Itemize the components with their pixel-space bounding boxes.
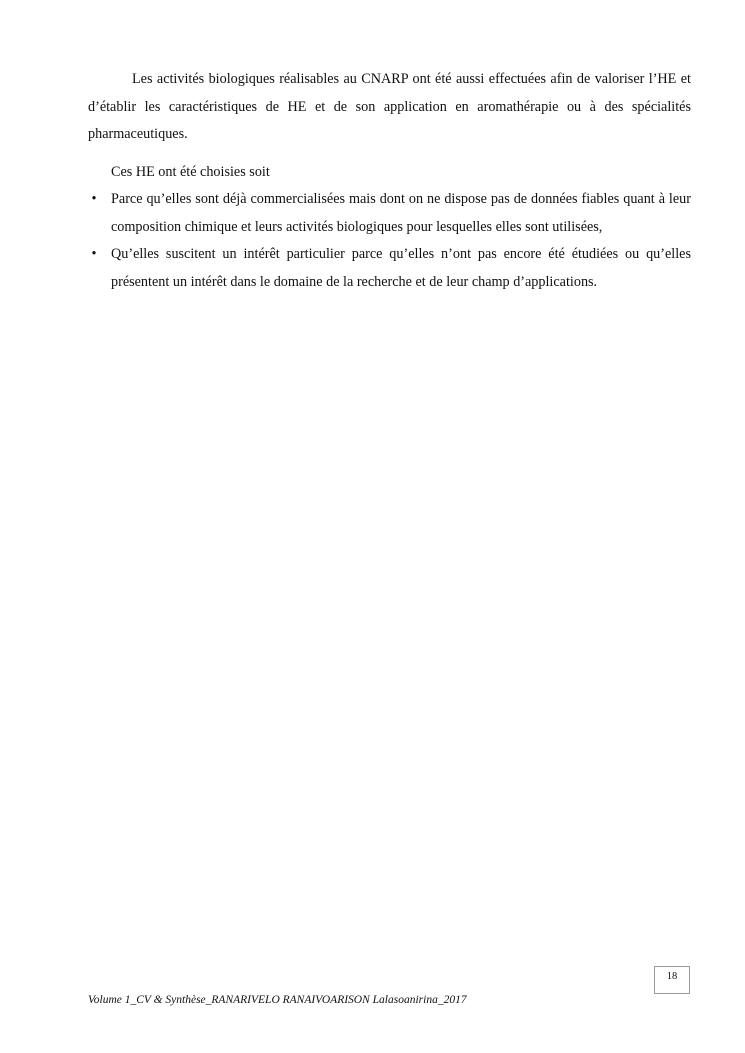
list-item-text: Parce qu’elles sont déjà commercialisées mais dont on ne dispose pas de données fiables quant à leur composition chimique et leurs activités biologiques pour lesquelles elles sont utilisées,	[111, 191, 691, 235]
page-number: 18	[666, 971, 678, 982]
list-item	[88, 186, 691, 241]
list-item	[88, 241, 691, 296]
list-intro: Ces HE ont été choisies soit	[111, 163, 270, 180]
document-body	[88, 66, 691, 296]
bullet-icon: •	[91, 246, 97, 262]
page-footer: Volume 1_CV & Synthèse_RANARIVELO RANAIVOARISON Lalasoanirina_2017	[88, 994, 467, 1006]
list-item-text: Qu’elles suscitent un intérêt particulier parce qu’elles n’ont pas encore été étudiées ou qu’elles présentent un intérêt dans le domaine de la recherche et de leur champ d’applications.	[111, 246, 691, 290]
page-number-box	[654, 966, 690, 994]
bullet-list	[88, 186, 691, 296]
body-paragraph: Les activités biologiques réalisables au CNARP ont été aussi effectuées afin de valoriser l’HE et d’établir les caractéristiques de HE et de son application en aromathérapie ou à des spécialités pharmaceutiques.	[88, 71, 691, 142]
bullet-icon: •	[91, 191, 97, 207]
